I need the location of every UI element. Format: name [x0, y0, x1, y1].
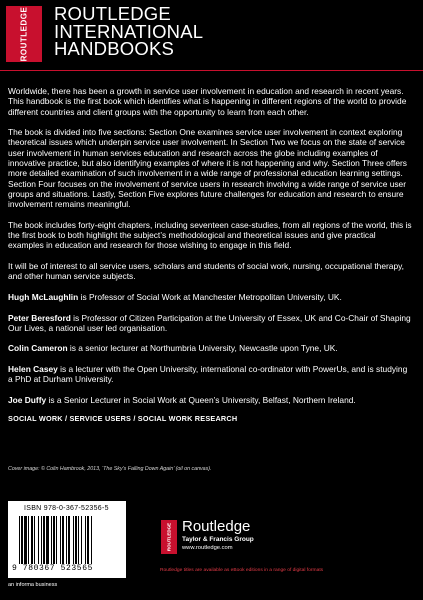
- publisher-url: www.routledge.com: [182, 545, 233, 551]
- editor-description: is a senior lecturer at Northumbria University, Newcastle upon Tyne, UK.: [67, 343, 338, 354]
- editor-description: is Professor of Social Work at Manchester Metropolitan University, UK.: [78, 291, 342, 302]
- series-line-3: HANDBOOKS: [54, 38, 175, 59]
- editor-description: is a lecturer with the Open University, international co-ordinator with PowerUs, and is studying a PhD at Durham University.: [8, 364, 408, 385]
- publisher-logo: [161, 520, 177, 554]
- blurb: [8, 86, 413, 434]
- series-line-2: INTERNATIONAL: [54, 20, 204, 42]
- header-band: [0, 0, 423, 82]
- editor-name: Hugh McLaughlin: [8, 291, 79, 302]
- series-line-1: ROUTLEDGE: [54, 3, 171, 24]
- barcode-panel: [8, 501, 126, 578]
- publisher-group: Taylor & Francis Group: [182, 536, 254, 543]
- blurb-paragraph-3: The book includes forty-eight chapters, including seventeen case-studies, from all regions of the world, this is the first book to both highlight the subject’s methodological and theoretical issues and give practical examples in education and research for those wishing to engage in this field.: [8, 219, 412, 251]
- publisher-logo-text: ROUTLEDGE: [166, 522, 172, 552]
- ebook-note: Routledge titles are available as eBook editions in a range of digital formats: [160, 568, 324, 573]
- editor-name: Helen Casey: [8, 364, 58, 375]
- blurb-paragraph-4: It will be of interest to all service users, scholars and students of social work, nursing, occupational therapy, and other human service subjects.: [8, 261, 404, 282]
- publisher-name: Routledge: [182, 518, 251, 535]
- blurb-paragraph-1: Worldwide, there has been a growth in service user involvement in education and research in recent years. This handbook is the first book which identifies what is happening in different regions of the world to provide different countries and client groups with the opportunity to learn from each other.: [8, 86, 407, 117]
- logo-text: ROUTLEDGE: [19, 6, 29, 62]
- routledge-logo: [6, 6, 42, 62]
- blurb-paragraph-2: The book is divided into five sections: Section One examines service user involvement in context exploring theoretical issues which underpin service user involvement. In Section Two we focus on the state of service user involvement in human services education and research across the globe including examples of innovative practice, but also identifying examples of where it is not happening and why. Section Three offers more detailed examination of such involvement in a wide range of professional education learning settings. Section Four focuses on the involvement of service users in research involving a wide range of service user groups and situations. Lastly, Section Five explores future challenges for education and research to ensure involvement remains meaningful.: [8, 127, 407, 210]
- series-title: [54, 5, 203, 58]
- subject-categories: SOCIAL WORK / SERVICE USERS / SOCIAL WORK RESEARCH: [8, 413, 238, 423]
- editor-description: is a Senior Lecturer in Social Work at Queen’s University, Belfast, Northern Ireland.: [46, 394, 356, 405]
- header-divider: [0, 70, 423, 71]
- editor-bio: [8, 395, 413, 405]
- barcode-graphic: [18, 516, 118, 564]
- editor-bio: [8, 364, 413, 385]
- editor-name: Peter Beresford: [8, 312, 71, 323]
- editor-name: Joe Duffy: [8, 394, 47, 405]
- editor-bio: [8, 343, 413, 353]
- informa-business-label: an informa business: [8, 582, 58, 588]
- barcode-number: 9 780367 523565: [12, 564, 94, 573]
- isbn-label: ISBN 978-0-367-52356-5: [24, 505, 109, 512]
- editor-name: Colin Cameron: [8, 343, 68, 354]
- cover-credit: Cover image: © Colin Hambrook, 2013, ‘The Sky’s Falling Down Again’ (oil on canvas).: [8, 466, 212, 472]
- editor-bio: [8, 313, 413, 334]
- editor-description: is Professor of Citizen Participation at the University of Essex, UK and Co-Chair of Shaping Our Lives, a national user led organisation.: [8, 312, 411, 333]
- editor-bio: [8, 292, 413, 302]
- barcode-bars: [18, 516, 118, 564]
